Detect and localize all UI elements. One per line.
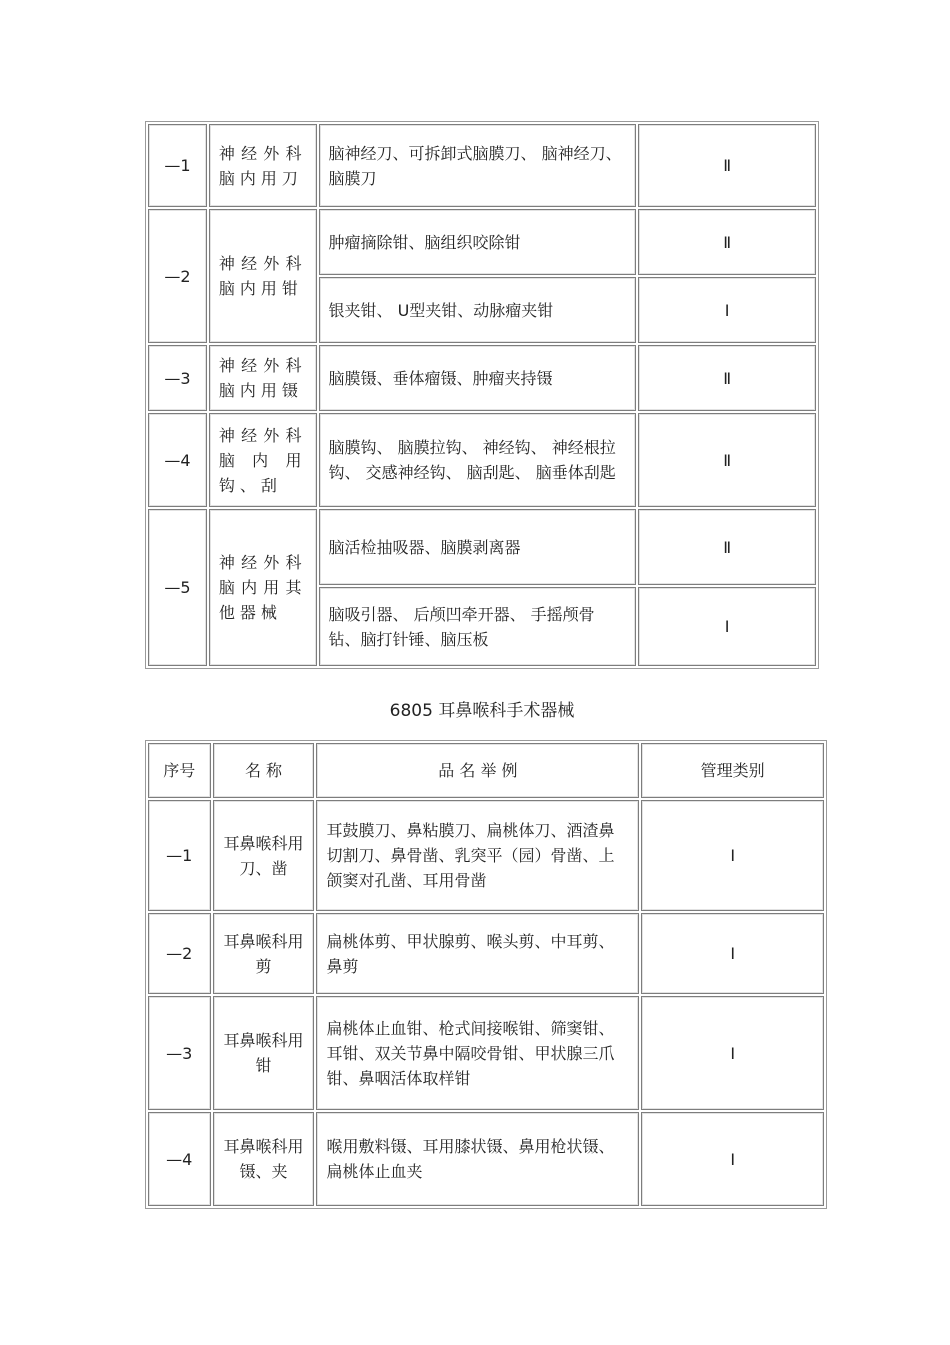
item-examples: 脑吸引器、 后颅凹牵开器、 手摇颅骨钻、脑打针锤、脑压板 [319,587,637,666]
neurosurgery-instruments-table [145,121,819,669]
item-category: Ⅱ [638,209,816,275]
table-row [148,913,824,994]
item-category: Ⅱ [638,413,816,507]
item-name: 神经外科脑内用刀 [209,124,317,207]
header-number: 序号 [148,743,211,798]
item-number: —4 [148,1112,211,1206]
item-examples: 脑膜镊、垂体瘤镊、肿瘤夹持镊 [319,345,637,411]
item-name: 耳鼻喉科用刀、凿 [213,800,315,911]
table-row [148,509,816,585]
item-number: —2 [148,209,207,343]
table-row [148,413,816,507]
header-category: 管理类别 [641,743,824,798]
table-row [148,345,816,411]
item-number: —3 [148,345,207,411]
item-number: —3 [148,996,211,1110]
item-examples: 扁桃体止血钳、枪式间接喉钳、筛窦钳、耳钳、双关节鼻中隔咬骨钳、甲状腺三爪钳、鼻咽活体取样钳 [316,996,639,1110]
table-row [148,124,816,207]
item-name: 耳鼻喉科用镊、夹 [213,1112,315,1206]
item-examples: 脑膜钩、 脑膜拉钩、 神经钩、 神经根拉钩、 交感神经钩、 脑刮匙、 脑垂体刮匙 [319,413,637,507]
item-name: 神经外科脑内用镊 [209,345,317,411]
table-row [148,800,824,911]
item-number: —4 [148,413,207,507]
ent-instruments-table [145,740,827,1209]
item-examples: 扁桃体剪、甲状腺剪、喉头剪、中耳剪、鼻剪 [316,913,639,994]
item-examples: 耳鼓膜刀、鼻粘膜刀、扁桃体刀、酒渣鼻切割刀、鼻骨凿、乳突平（园）骨凿、上颌窦对孔凿、耳用骨凿 [316,800,639,911]
table-header-row [148,743,824,798]
section-title: 6805 耳鼻喉科手术器械 [389,701,575,721]
item-category: Ⅰ [641,996,824,1110]
item-name: 神经外科脑内用其他器械 [209,509,317,666]
table-row [148,209,816,275]
header-name: 名 称 [213,743,315,798]
item-category: Ⅰ [638,277,816,343]
item-category: Ⅰ [641,1112,824,1206]
item-name: 耳鼻喉科用钳 [213,996,315,1110]
item-name: 神经外科脑内用钩、刮 [209,413,317,507]
item-category: Ⅱ [638,345,816,411]
item-examples: 银夹钳、 U型夹钳、动脉瘤夹钳 [319,277,637,343]
item-number: —2 [148,913,211,994]
item-category: Ⅰ [638,587,816,666]
item-examples: 脑神经刀、可拆卸式脑膜刀、 脑神经刀、脑膜刀 [319,124,637,207]
item-number: —1 [148,800,211,911]
item-examples: 喉用敷料镊、耳用膝状镊、鼻用枪状镊、扁桃体止血夹 [316,1112,639,1206]
item-category: Ⅱ [638,124,816,207]
item-name: 神经外科脑内用钳 [209,209,317,343]
table-row [148,1112,824,1206]
table-row [148,996,824,1110]
header-examples: 品 名 举 例 [316,743,639,798]
item-number: —1 [148,124,207,207]
item-category: Ⅰ [641,800,824,911]
item-name: 耳鼻喉科用剪 [213,913,315,994]
item-category: Ⅱ [638,509,816,585]
item-category: Ⅰ [641,913,824,994]
item-examples: 脑活检抽吸器、脑膜剥离器 [319,509,637,585]
item-number: —5 [148,509,207,666]
item-examples: 肿瘤摘除钳、脑组织咬除钳 [319,209,637,275]
